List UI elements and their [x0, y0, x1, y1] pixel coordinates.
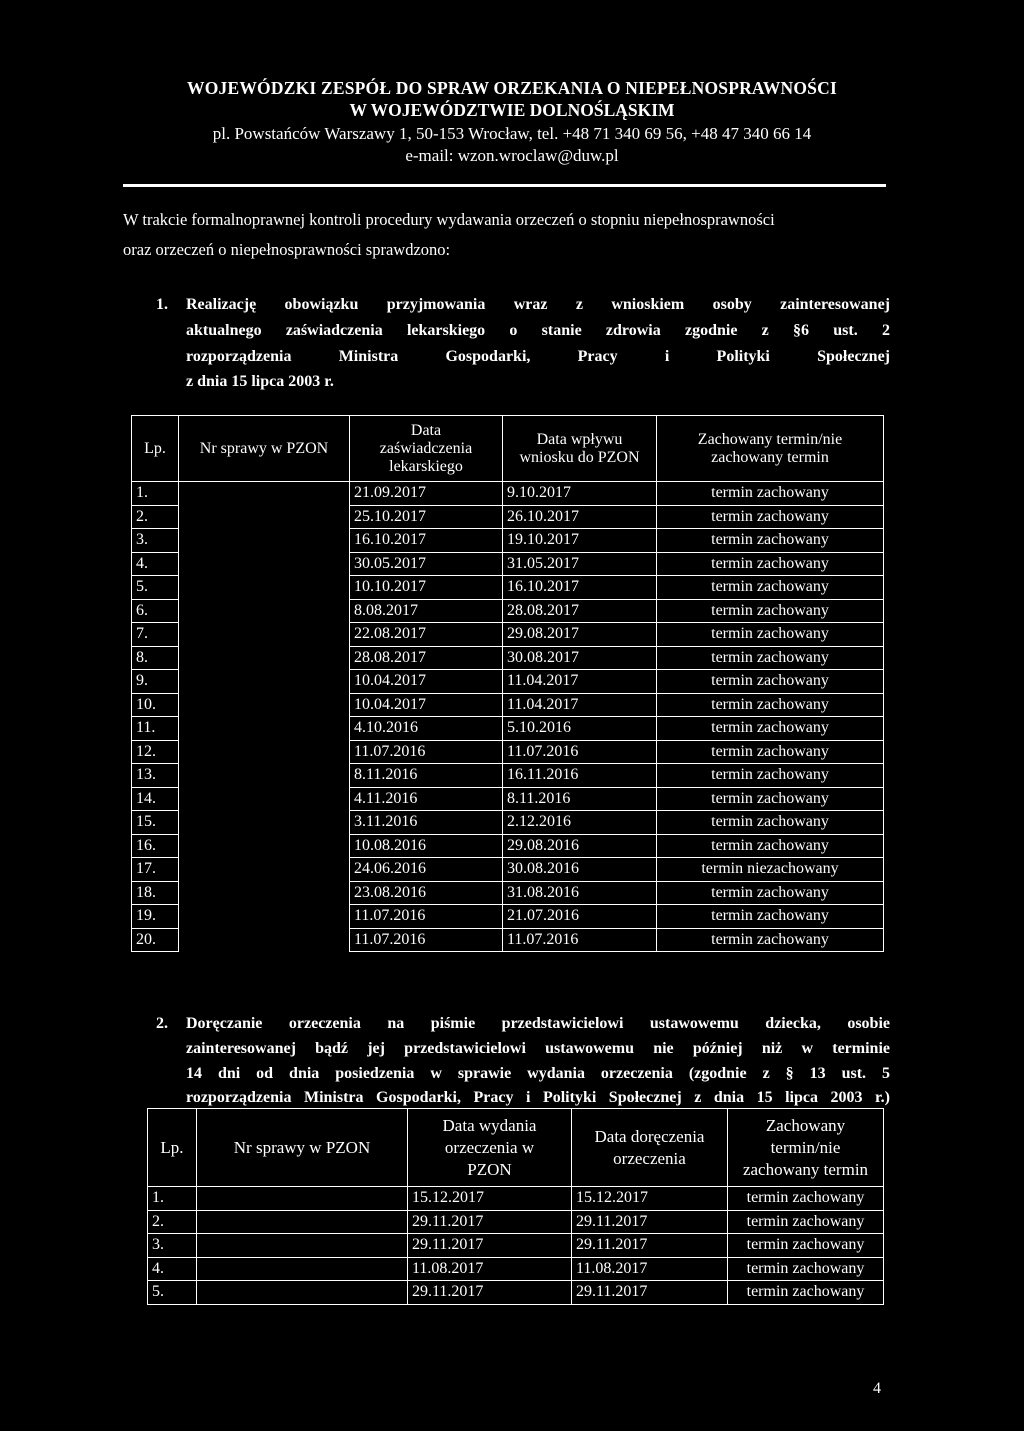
row-case-number — [179, 646, 350, 670]
row-case-number — [179, 623, 350, 647]
row-date-1: 29.11.2017 — [408, 1234, 572, 1258]
row-case-number — [179, 529, 350, 553]
office-name: WOJEWÓDZKI ZESPÓŁ DO SPRAW ORZEKANIA O NIEPEŁNOSPRAWNOŚCI — [187, 78, 837, 98]
row-date-2: 29.11.2017 — [572, 1234, 728, 1258]
row-case-number — [179, 717, 350, 741]
row-lp: 11. — [132, 717, 179, 741]
table-row — [148, 1210, 884, 1234]
row-date-1: 23.08.2016 — [350, 881, 503, 905]
col-certificate-date: Data zaświadczenia lekarskiego — [350, 416, 503, 482]
row-date-1: 30.05.2017 — [350, 552, 503, 576]
row-lp: 1. — [132, 482, 179, 506]
row-date-1: 25.10.2017 — [350, 505, 503, 529]
section-2-number: 2. — [156, 1015, 168, 1032]
section-2-line-2: zainteresowanej bądź jej przedstawicielowi ustawowemu nie później niż w terminie — [186, 1040, 890, 1057]
row-date-2: 11.04.2017 — [503, 693, 657, 717]
row-status: termin zachowany — [657, 529, 884, 553]
row-status: termin zachowany — [657, 693, 884, 717]
row-date-1: 11.07.2016 — [350, 928, 503, 952]
table-row — [132, 670, 884, 694]
row-date-2: 11.07.2016 — [503, 928, 657, 952]
row-lp: 3. — [148, 1234, 197, 1258]
row-date-2: 2.12.2016 — [503, 811, 657, 835]
row-lp: 6. — [132, 599, 179, 623]
row-status: termin zachowany — [657, 670, 884, 694]
row-case-number — [179, 834, 350, 858]
row-date-2: 11.08.2017 — [572, 1257, 728, 1281]
row-lp: 2. — [148, 1210, 197, 1234]
section-2-line-4: rozporządzenia Ministra Gospodarki, Pracy i Polityki Społecznej z dnia 15 lipca 2003 r.) — [186, 1089, 890, 1106]
row-status: termin zachowany — [657, 646, 884, 670]
row-date-1: 24.06.2016 — [350, 858, 503, 882]
row-date-1: 22.08.2017 — [350, 623, 503, 647]
row-lp: 1. — [148, 1187, 197, 1211]
table-row — [132, 529, 884, 553]
table-row — [132, 787, 884, 811]
office-region: W WOJEWÓDZTWIE DOLNOŚLĄSKIM — [349, 100, 675, 120]
row-date-2: 16.11.2016 — [503, 764, 657, 788]
row-case-number — [179, 905, 350, 929]
row-lp: 15. — [132, 811, 179, 835]
row-date-1: 10.08.2016 — [350, 834, 503, 858]
decision-delivery-table — [147, 1108, 884, 1305]
row-status: termin zachowany — [657, 623, 884, 647]
row-date-1: 8.11.2016 — [350, 764, 503, 788]
row-lp: 20. — [132, 928, 179, 952]
row-case-number — [179, 881, 350, 905]
row-status: termin zachowany — [657, 764, 884, 788]
row-case-number — [197, 1257, 408, 1281]
header-divider — [123, 184, 886, 187]
table-row — [132, 482, 884, 506]
row-case-number — [179, 576, 350, 600]
row-date-1: 11.08.2017 — [408, 1257, 572, 1281]
intro-line-2: oraz orzeczeń o niepełnosprawności sprawdzono: — [123, 240, 451, 259]
row-status: termin zachowany — [657, 905, 884, 929]
row-date-2: 19.10.2017 — [503, 529, 657, 553]
col-deadline-status: Zachowany termin/nie zachowany termin — [728, 1109, 884, 1187]
row-case-number — [179, 928, 350, 952]
row-status: termin zachowany — [657, 505, 884, 529]
medical-certificate-table — [131, 415, 884, 952]
table-row — [132, 905, 884, 929]
row-date-1: 15.12.2017 — [408, 1187, 572, 1211]
row-lp: 17. — [132, 858, 179, 882]
table-row — [132, 505, 884, 529]
row-status: termin zachowany — [728, 1234, 884, 1258]
row-status: termin zachowany — [657, 928, 884, 952]
table-row — [132, 811, 884, 835]
row-date-2: 9.10.2017 — [503, 482, 657, 506]
row-status: termin zachowany — [657, 740, 884, 764]
row-status: termin zachowany — [657, 811, 884, 835]
col-lp: Lp. — [132, 416, 179, 482]
office-address: pl. Powstańców Warszawy 1, 50-153 Wrocław, tel. +48 71 340 69 56, +48 47 340 66 14 — [212, 124, 812, 143]
row-status: termin niezachowany — [657, 858, 884, 882]
row-date-1: 11.07.2016 — [350, 905, 503, 929]
row-case-number — [197, 1187, 408, 1211]
row-case-number — [179, 505, 350, 529]
row-date-2: 16.10.2017 — [503, 576, 657, 600]
col-deadline-status: Zachowany termin/nie zachowany termin — [657, 416, 884, 482]
row-date-1: 11.07.2016 — [350, 740, 503, 764]
row-date-2: 30.08.2017 — [503, 646, 657, 670]
row-status: termin zachowany — [657, 576, 884, 600]
row-status: termin zachowany — [657, 717, 884, 741]
table-row — [148, 1234, 884, 1258]
row-date-1: 21.09.2017 — [350, 482, 503, 506]
row-case-number — [179, 811, 350, 835]
row-case-number — [179, 670, 350, 694]
row-date-1: 3.11.2016 — [350, 811, 503, 835]
table-row — [132, 928, 884, 952]
row-lp: 10. — [132, 693, 179, 717]
section-2-line-1: Doręczanie orzeczenia na piśmie przedstawicielowi ustawowemu dziecka, osobie — [186, 1015, 890, 1032]
row-case-number — [179, 599, 350, 623]
section-2-line-3: 14 dni od dnia posiedzenia w sprawie wydania orzeczenia (zgodnie z § 13 ust. 5 — [186, 1065, 890, 1082]
table-row — [148, 1187, 884, 1211]
table-row — [132, 646, 884, 670]
row-status: termin zachowany — [657, 787, 884, 811]
col-case-number: Nr sprawy w PZON — [179, 416, 350, 482]
row-status: termin zachowany — [657, 552, 884, 576]
row-date-1: 29.11.2017 — [408, 1210, 572, 1234]
row-case-number — [179, 764, 350, 788]
row-date-2: 31.08.2016 — [503, 881, 657, 905]
section-1-line-2: aktualnego zaświadczenia lekarskiego o stanie zdrowia zgodnie z §6 ust. 2 — [186, 322, 890, 339]
table-row — [132, 576, 884, 600]
table-row — [132, 740, 884, 764]
row-status: termin zachowany — [657, 834, 884, 858]
row-lp: 13. — [132, 764, 179, 788]
row-lp: 3. — [132, 529, 179, 553]
table-row — [132, 764, 884, 788]
office-email: e-mail: wzon.wroclaw@duw.pl — [405, 146, 619, 165]
row-status: termin zachowany — [657, 599, 884, 623]
row-date-1: 4.11.2016 — [350, 787, 503, 811]
row-date-2: 21.07.2016 — [503, 905, 657, 929]
table-row — [132, 623, 884, 647]
table-row — [148, 1281, 884, 1305]
row-date-2: 29.08.2016 — [503, 834, 657, 858]
row-date-1: 16.10.2017 — [350, 529, 503, 553]
row-lp: 16. — [132, 834, 179, 858]
col-lp: Lp. — [148, 1109, 197, 1187]
row-case-number — [197, 1281, 408, 1305]
row-date-1: 10.04.2017 — [350, 693, 503, 717]
row-lp: 12. — [132, 740, 179, 764]
row-status: termin zachowany — [728, 1281, 884, 1305]
section-1-line-1: Realizację obowiązku przyjmowania wraz z wnioskiem osoby zainteresowanej — [186, 296, 890, 313]
row-date-1: 28.08.2017 — [350, 646, 503, 670]
table-row — [132, 881, 884, 905]
row-lp: 4. — [148, 1257, 197, 1281]
col-issue-date: Data wydania orzeczenia w PZON — [408, 1109, 572, 1187]
row-lp: 18. — [132, 881, 179, 905]
row-lp: 14. — [132, 787, 179, 811]
row-date-2: 28.08.2017 — [503, 599, 657, 623]
col-delivery-date: Data doręczenia orzeczenia — [572, 1109, 728, 1187]
row-date-1: 10.10.2017 — [350, 576, 503, 600]
row-status: termin zachowany — [728, 1187, 884, 1211]
section-1-line-3: rozporządzenia Ministra Gospodarki, Pracy i Polityki Społecznej — [186, 348, 890, 365]
intro-line-1: W trakcie formalnoprawnej kontroli procedury wydawania orzeczeń o stopniu niepełnosprawności — [123, 210, 775, 229]
row-lp: 7. — [132, 623, 179, 647]
table-row — [132, 717, 884, 741]
row-lp: 19. — [132, 905, 179, 929]
row-case-number — [179, 482, 350, 506]
row-date-2: 30.08.2016 — [503, 858, 657, 882]
row-status: termin zachowany — [728, 1210, 884, 1234]
section-1-line-4: z dnia 15 lipca 2003 r. — [186, 373, 334, 390]
row-date-2: 11.04.2017 — [503, 670, 657, 694]
row-date-1: 8.08.2017 — [350, 599, 503, 623]
row-case-number — [179, 787, 350, 811]
row-date-2: 15.12.2017 — [572, 1187, 728, 1211]
page-number: 4 — [873, 1380, 881, 1397]
row-case-number — [197, 1234, 408, 1258]
table-row — [132, 858, 884, 882]
row-date-2: 31.05.2017 — [503, 552, 657, 576]
row-date-1: 4.10.2016 — [350, 717, 503, 741]
row-status: termin zachowany — [657, 881, 884, 905]
row-case-number — [179, 552, 350, 576]
row-date-2: 11.07.2016 — [503, 740, 657, 764]
row-date-1: 29.11.2017 — [408, 1281, 572, 1305]
table-row — [132, 834, 884, 858]
row-status: termin zachowany — [728, 1257, 884, 1281]
col-receipt-date: Data wpływu wniosku do PZON — [503, 416, 657, 482]
row-date-1: 10.04.2017 — [350, 670, 503, 694]
row-lp: 5. — [132, 576, 179, 600]
table-row — [148, 1257, 884, 1281]
col-case-number: Nr sprawy w PZON — [197, 1109, 408, 1187]
section-1-number: 1. — [156, 296, 168, 313]
row-date-2: 26.10.2017 — [503, 505, 657, 529]
row-status: termin zachowany — [657, 482, 884, 506]
row-case-number — [179, 858, 350, 882]
table-row — [132, 552, 884, 576]
row-lp: 4. — [132, 552, 179, 576]
row-lp: 5. — [148, 1281, 197, 1305]
row-case-number — [197, 1210, 408, 1234]
row-date-2: 29.08.2017 — [503, 623, 657, 647]
table-row — [132, 693, 884, 717]
row-case-number — [179, 740, 350, 764]
row-lp: 9. — [132, 670, 179, 694]
row-lp: 8. — [132, 646, 179, 670]
row-date-2: 5.10.2016 — [503, 717, 657, 741]
table-row — [132, 599, 884, 623]
row-date-2: 8.11.2016 — [503, 787, 657, 811]
row-date-2: 29.11.2017 — [572, 1281, 728, 1305]
row-lp: 2. — [132, 505, 179, 529]
row-date-2: 29.11.2017 — [572, 1210, 728, 1234]
row-case-number — [179, 693, 350, 717]
